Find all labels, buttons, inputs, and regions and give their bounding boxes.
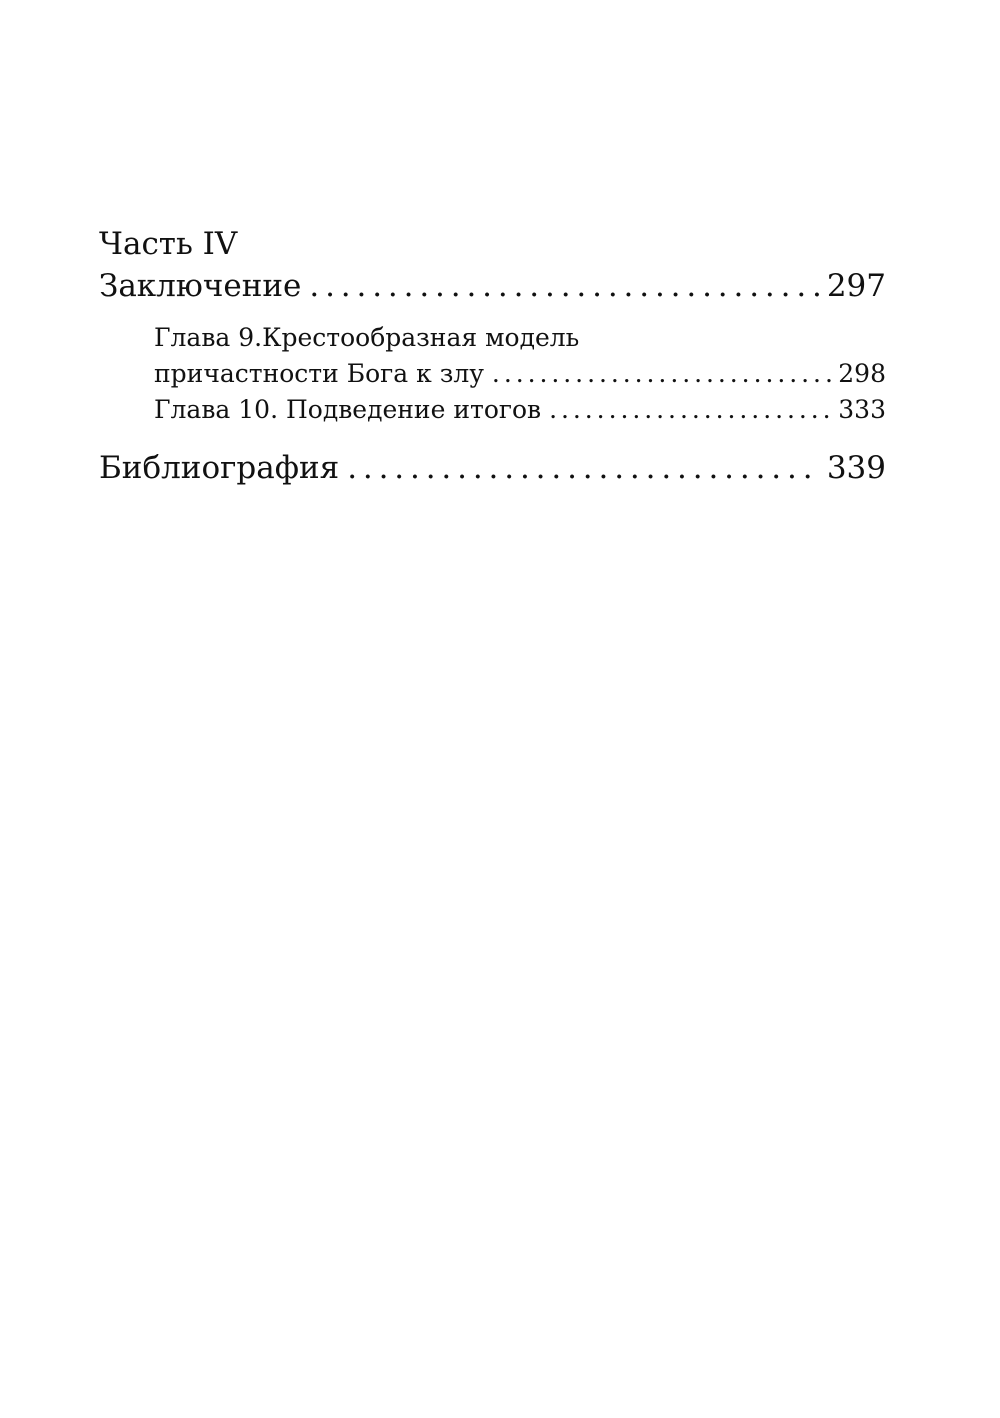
toc-entry-page: 297	[826, 268, 886, 304]
dot-leader	[492, 356, 832, 392]
toc-entry-page: 298	[838, 359, 886, 388]
table-of-contents	[99, 222, 886, 488]
toc-entry-chapter-9[interactable]	[99, 356, 886, 392]
toc-entry-page: 333	[838, 395, 886, 424]
dot-leader	[309, 266, 820, 306]
toc-entry-page: 339	[826, 450, 886, 486]
section-spacer	[99, 428, 886, 448]
dot-leader	[347, 448, 821, 488]
part-heading: Часть IV	[99, 226, 238, 262]
dot-leader	[549, 392, 832, 428]
toc-entry-chapter-10[interactable]	[99, 392, 886, 428]
toc-entry-label: Заключение	[99, 268, 302, 304]
toc-entry-label: причастности Бога к злу	[154, 359, 484, 388]
toc-entry-label: Глава 10. Подведение итогов	[154, 395, 542, 424]
toc-entry-bibliography[interactable]	[99, 448, 886, 488]
toc-entry-conclusion[interactable]	[99, 266, 886, 306]
toc-entry-label: Библиография	[99, 450, 340, 486]
toc-entry-chapter-9-title: Глава 9.Крестообразная модель	[154, 323, 580, 352]
